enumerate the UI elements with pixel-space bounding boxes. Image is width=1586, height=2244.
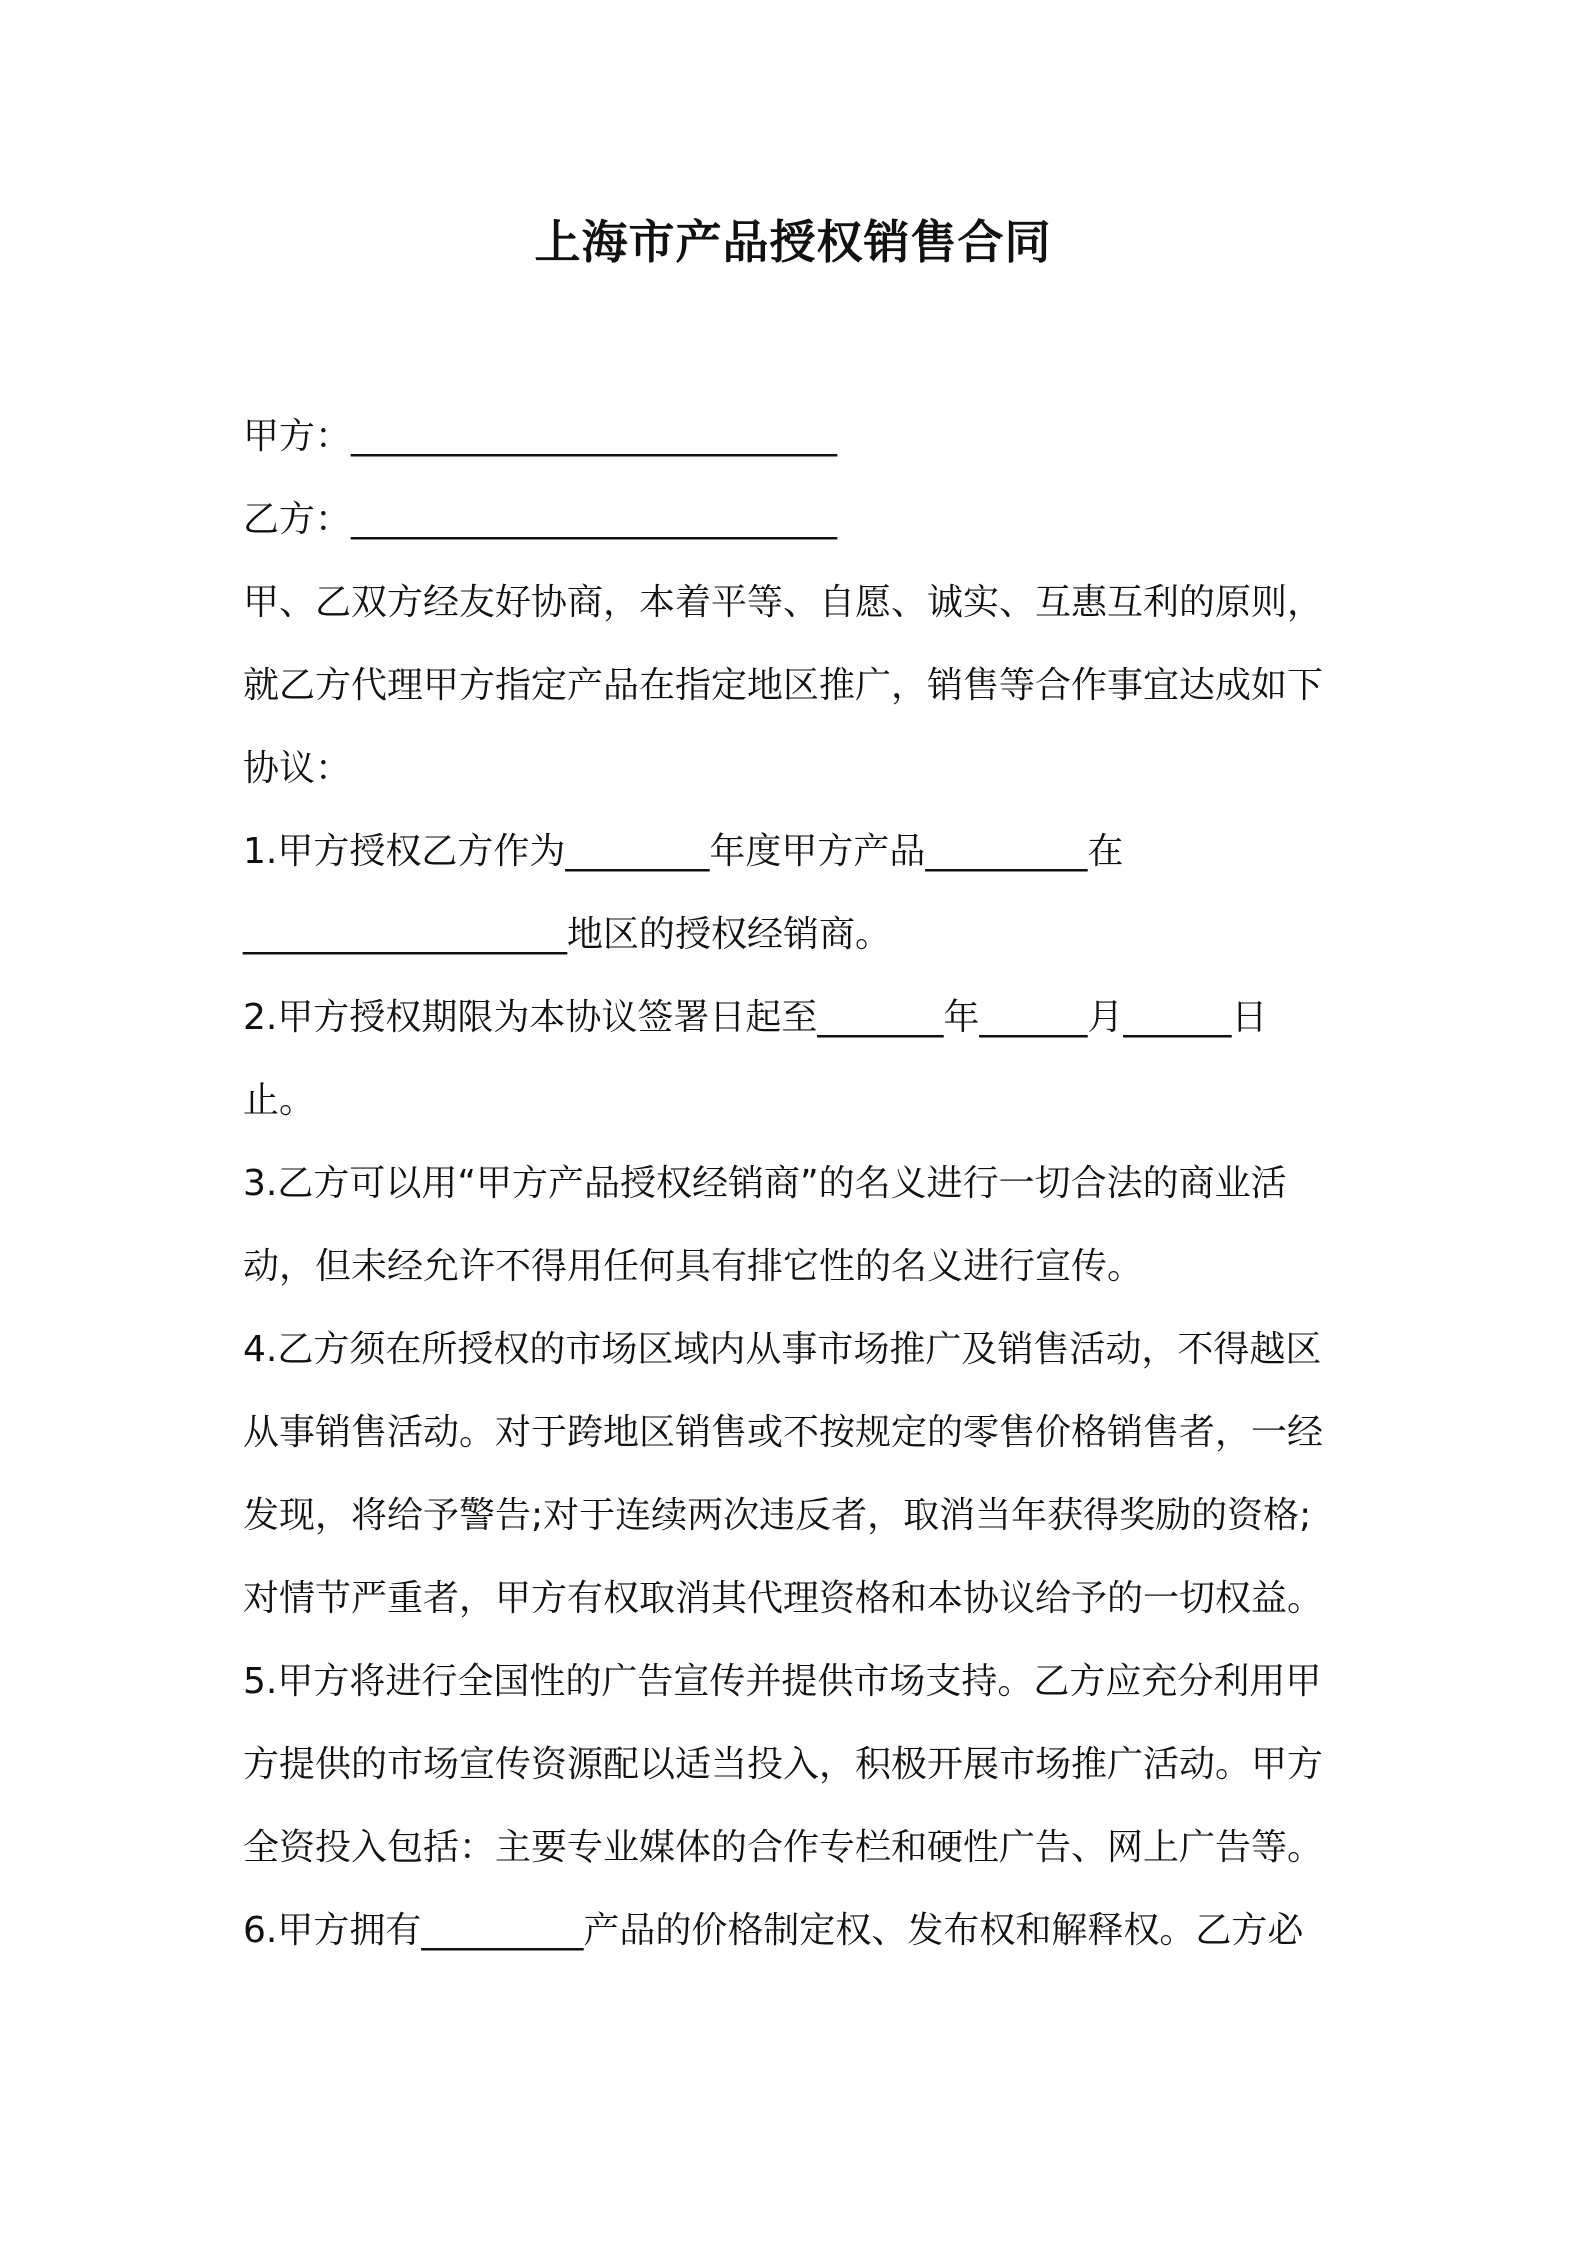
document-title: 上海市产品授权销售合同 [534,215,1052,269]
clause-1-line-2: __________________地区的授权经销商。 [243,914,892,955]
party-b-line: 乙方：___________________________ [243,499,838,540]
preamble-line-2: 就乙方代理甲方指定产品在指定地区推广，销售等合作事宜达成如下 [243,665,1324,706]
clause-5-line-3: 全资投入包括：主要专业媒体的合作专栏和硬性广告、网上广告等。 [243,1827,1324,1868]
clause-4-line-4: 对情节严重者，甲方有权取消其代理资格和本协议给予的一切权益。 [243,1578,1324,1619]
clause-2-line-1: 2.甲方授权期限为本协议签署日起至_______年______月______日 [243,997,1268,1038]
clause-5-line-2: 方提供的市场宣传资源配以适当投入，积极开展市场推广活动。甲方 [243,1744,1324,1785]
clause-2-line-2: 止。 [243,1080,316,1121]
preamble-line-3: 协议： [243,748,352,789]
clause-4-line-2: 从事销售活动。对于跨地区销售或不按规定的零售价格销售者，一经 [243,1412,1324,1453]
clause-4-line-1: 4.乙方须在所授权的市场区域内从事市场推广及销售活动，不得越区 [243,1329,1322,1370]
clause-6-line-1: 6.甲方拥有_________产品的价格制定权、发布权和解释权。乙方必 [243,1910,1304,1951]
clause-3-line-2: 动，但未经允许不得用任何具有排它性的名义进行宣传。 [243,1246,1144,1287]
clause-4-line-3: 发现，将给予警告;对于连续两次违反者，取消当年获得奖励的资格; [243,1495,1312,1536]
party-a-line: 甲方：___________________________ [243,416,838,457]
clause-5-line-1: 5.甲方将进行全国性的广告宣传并提供市场支持。乙方应充分利用甲 [243,1661,1322,1702]
clause-1-line-1: 1.甲方授权乙方作为________年度甲方产品_________在 [243,831,1124,872]
clause-3-line-1: 3.乙方可以用“甲方产品授权经销商”的名义进行一切合法的商业活 [243,1163,1287,1204]
preamble-line-1: 甲、乙双方经友好协商，本着平等、自愿、诚实、互惠互利的原则， [243,582,1324,623]
